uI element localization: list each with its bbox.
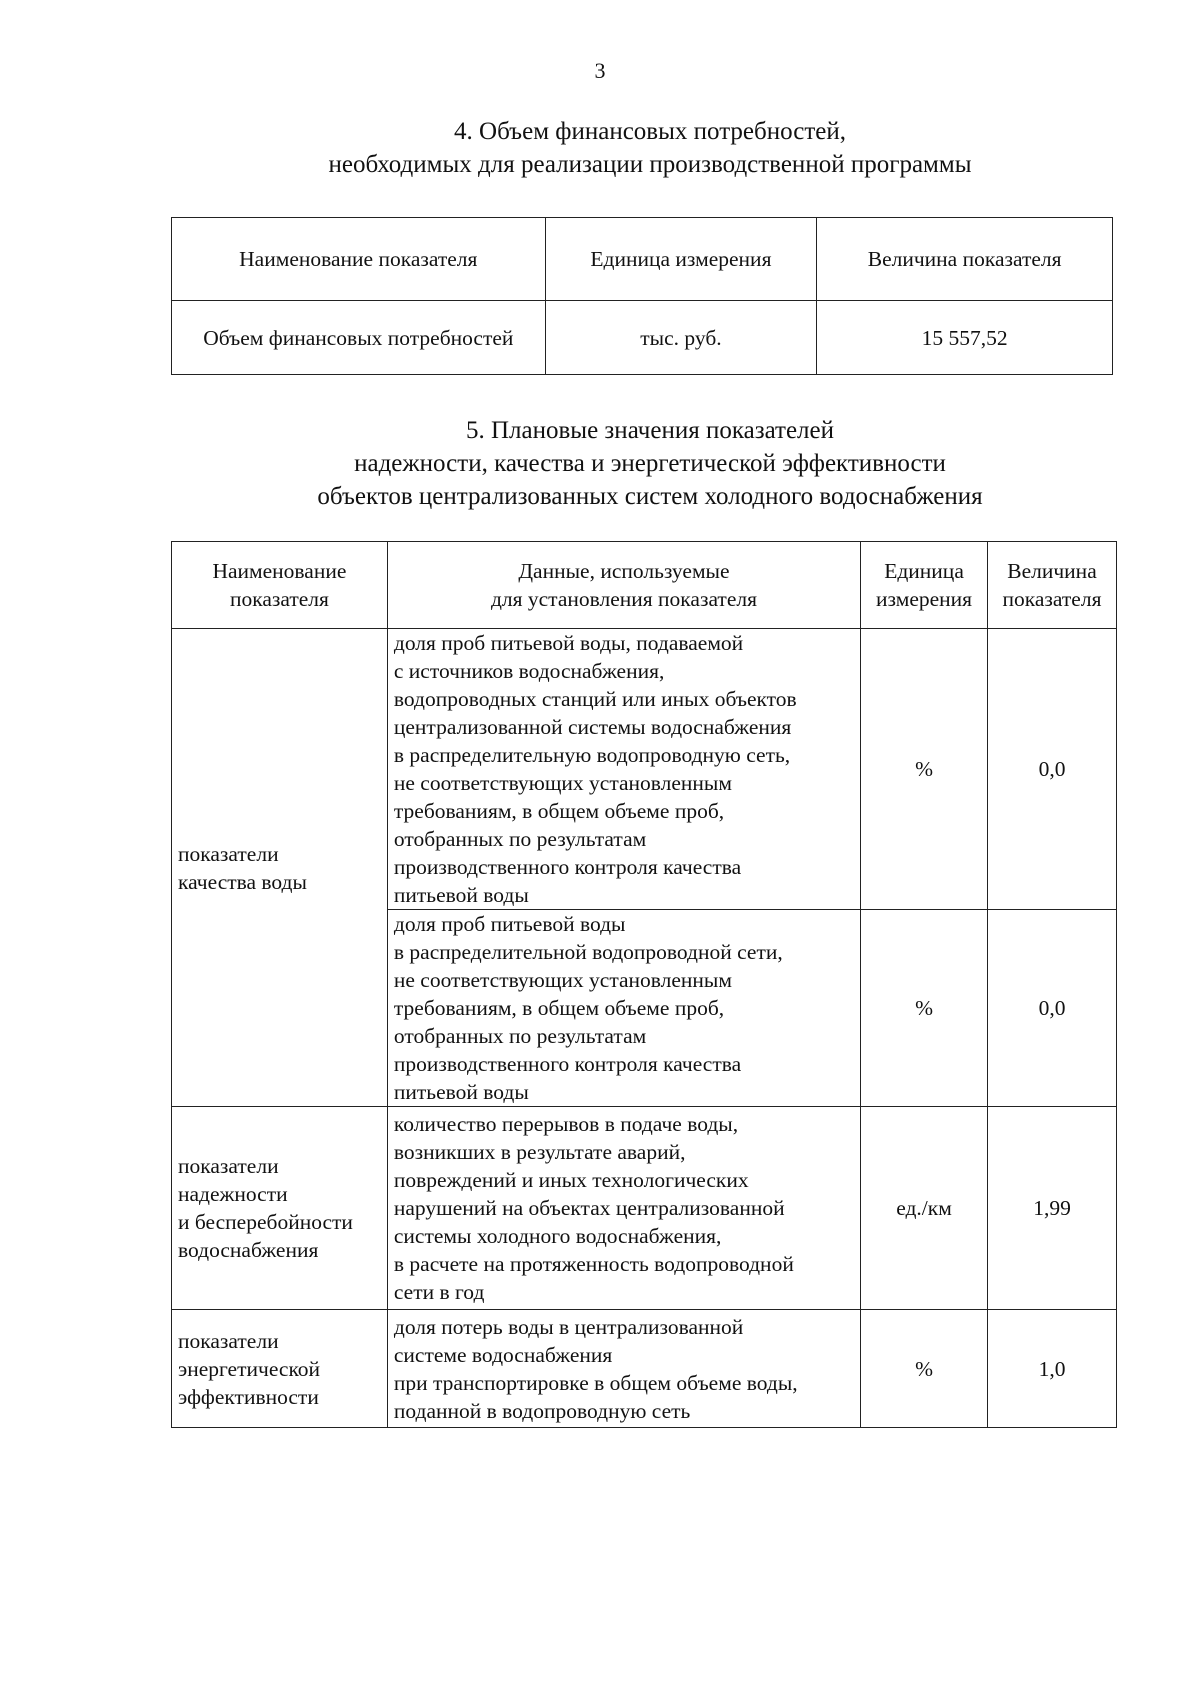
indicator-line: надежности [178,1182,288,1206]
section-5-title-line: 5. Плановые значения показателей [465,417,835,444]
section-4-title-line: необходимых для реализации производственной программы [328,151,972,178]
header-line: Единица [884,559,964,583]
value-cell: 0,0 [988,629,1117,910]
section-5-title-line: объектов централизованных систем холодного водоснабжения [317,483,983,510]
section-5-title [50,414,1200,513]
data-line: не соответствующих установленным [393,771,732,795]
table-row [172,1310,1117,1428]
unit-cell: тыс. руб. [545,301,817,375]
value-cell: 0,0 [988,910,1117,1107]
table-row [172,1107,1117,1310]
header-line: показателя [1002,587,1102,611]
data-description [387,1310,860,1428]
column-header-value: Величина показателя [817,218,1113,301]
unit-cell: % [861,910,988,1107]
data-line: отобранных по результатам [393,1024,647,1048]
value-cell: 15 557,52 [817,301,1113,375]
data-line: в распределительную водопроводную сеть, [393,743,791,767]
unit-cell: ед./км [861,1107,988,1310]
data-line: системе водоснабжения [393,1342,613,1367]
table-header-row [172,218,1113,301]
data-line: поданной в водопроводную сеть [393,1398,691,1423]
table-header-row [172,542,1117,629]
header-line: измерения [876,587,973,611]
indicator-name: Объем финансовых потребностей [172,301,546,375]
column-header-unit: Единица измерения [545,218,817,301]
data-line: нарушений на объектах централизованной [393,1196,785,1220]
data-line: требованиям, в общем объеме проб, [393,799,725,823]
data-line: требованиям, в общем объеме проб, [393,996,725,1020]
indicator-line: показатели [178,841,279,866]
data-line: производственного контроля качества [393,1052,742,1076]
data-description [387,910,860,1107]
data-line: повреждений и иных технологических [393,1168,749,1192]
indicators-table [171,541,1117,1428]
section-4-title-line: 4. Объем финансовых потребностей, [454,118,846,145]
data-line: питьевой воды [393,883,529,907]
header-line: показателя [229,587,329,611]
column-header-value [988,542,1117,629]
unit-cell: % [861,1310,988,1428]
indicator-line: качества воды [178,869,307,894]
indicator-line: показатели [178,1154,279,1178]
data-line: в распределительной водопроводной сети, [393,940,783,964]
indicator-line: и бесперебойности [178,1210,353,1234]
data-line: отобранных по результатам [393,827,647,851]
header-line: Величина [1007,559,1097,583]
data-line: количество перерывов в подаче воды, [393,1112,739,1136]
column-header-name [172,542,388,629]
data-line: не соответствующих установленным [393,968,732,992]
value-cell: 1,99 [988,1107,1117,1310]
data-line: питьевой воды [393,1080,529,1104]
data-line: централизованной системы водоснабжения [393,715,792,739]
header-line: для установления показателя [490,587,757,611]
section-5-title-line: надежности, качества и энергетической эффективности [354,450,946,477]
column-header-name: Наименование показателя [172,218,546,301]
header-line: Данные, используемые [518,559,730,583]
indicator-name-reliability [172,1107,388,1310]
data-line: доля проб питьевой воды [393,912,626,936]
indicator-line: эффективности [178,1384,319,1409]
unit-cell: % [861,629,988,910]
data-line: возникших в результате аварий, [393,1140,686,1164]
column-header-unit [861,542,988,629]
indicator-line: энергетической [178,1356,321,1381]
data-line: доля потерь воды в централизованной [393,1314,744,1339]
data-line: производственного контроля качества [393,855,742,879]
data-line: системы холодного водоснабжения, [393,1224,722,1248]
table-row [172,301,1113,375]
indicator-line: водоснабжения [178,1238,319,1262]
data-line: доля проб питьевой воды, подаваемой [393,631,744,655]
data-description [387,629,860,910]
data-line: при транспортировке в общем объеме воды, [393,1370,798,1395]
data-line: с источников водоснабжения, [393,659,665,683]
data-line: в расчете на протяженность водопроводной [393,1252,794,1276]
table-row [172,629,1117,910]
indicator-line: показатели [178,1328,279,1353]
indicator-name-water-quality [172,629,388,1107]
header-line: Наименование [212,559,347,583]
data-line: водопроводных станций или иных объектов [393,687,797,711]
indicator-name-energy-efficiency [172,1310,388,1428]
data-line: сети в год [393,1280,485,1304]
data-description [387,1107,860,1310]
financial-needs-table [171,217,1113,375]
column-header-data [387,542,860,629]
section-4-title [50,115,1200,181]
page-number: 3 [594,58,606,83]
value-cell: 1,0 [988,1310,1117,1428]
